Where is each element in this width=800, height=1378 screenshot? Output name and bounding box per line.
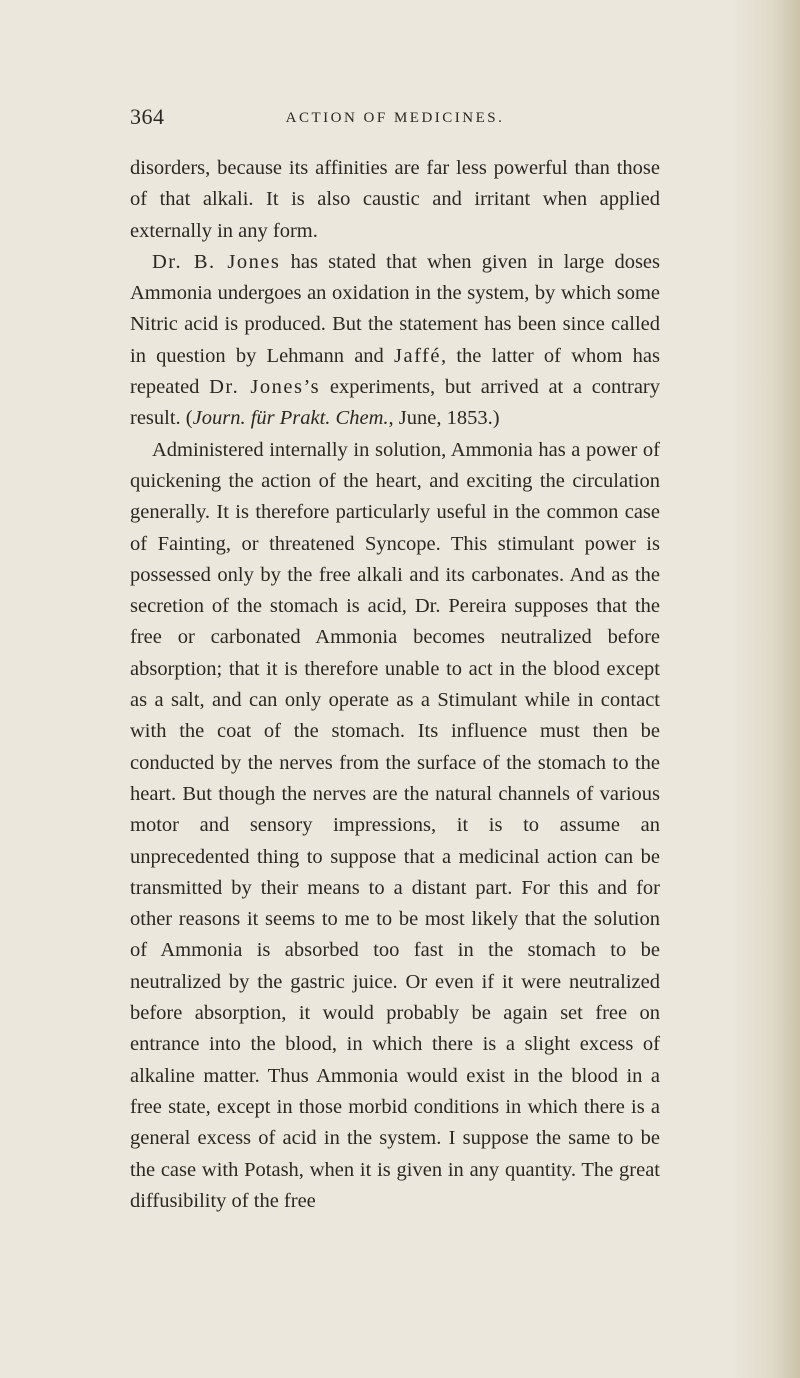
journal-citation: Journ. für Prakt. Chem. xyxy=(192,407,389,430)
paragraph-2 xyxy=(130,247,660,435)
author-name: Dr. B. Jones xyxy=(152,250,281,273)
paragraph-2-text-d: , June, 1853.) xyxy=(388,407,500,430)
author-name-3: Dr. Jones’s xyxy=(209,376,321,399)
paragraph-2-text-b: , the latter of whom has repeated xyxy=(130,344,660,399)
paragraph-3: Administered internally in solution, Ammonia has a power of quickening the action of the heart, and exciting the circulation generally. It is therefore particularly useful in the common case of Fainting, or threatened Syncope. This stimulant power is possessed only by the free alkali and its carbonates. And as the secretion of the stomach is acid, Dr. Pereira supposes that the free or carbonated Ammonia becomes neutralized before absorption; that it is therefore unable to act in the blood except as a salt, and can only operate as a Stimulant while in contact with the coat of the stomach. Its influence must then be conducted by the nerves from the surface of the stomach to the heart. But though the nerves are the natural channels of various motor and sensory impressions, it is to assume an unprecedented thing to suppose that a medicinal action can be transmitted by their means to a distant part. For this and for other reasons it seems to me to be most likely that the solution of Ammonia is absorbed too fast in the stomach to be neutralized by the gastric juice. Or even if it were neutralized before absorption, it would probably be again set free on entrance into the blood, in which there is a slight excess of alkaline matter. Thus Ammonia would exist in the blood in a free state, except in those morbid conditions in which there is a general excess of acid in the system. I suppose the same to be the case with Potash, when it is given in any quantity. The great diffusibility of the free xyxy=(130,438,660,1212)
page-edge-shadow xyxy=(730,0,800,1378)
paragraph-2-text-a: has stated that when given in large doses Ammonia undergoes an oxidation in the system, by which some Nitric acid is produced. But the statement has been since called in question by Lehmann and xyxy=(130,250,660,367)
page-number: 364 xyxy=(130,104,165,129)
running-head xyxy=(130,96,660,136)
author-name-2: Jaffé xyxy=(394,344,441,367)
paragraph-2-text-c: experiments, but arrived at a contrary result. ( xyxy=(130,376,661,430)
body-text xyxy=(130,153,660,1217)
header-title: ACTION OF MEDICINES. xyxy=(285,110,505,126)
paragraph-1: disorders, because its affinities are far less powerful than those of that alkali. It is also caustic and irritant when applied externally in any form. xyxy=(130,157,660,242)
